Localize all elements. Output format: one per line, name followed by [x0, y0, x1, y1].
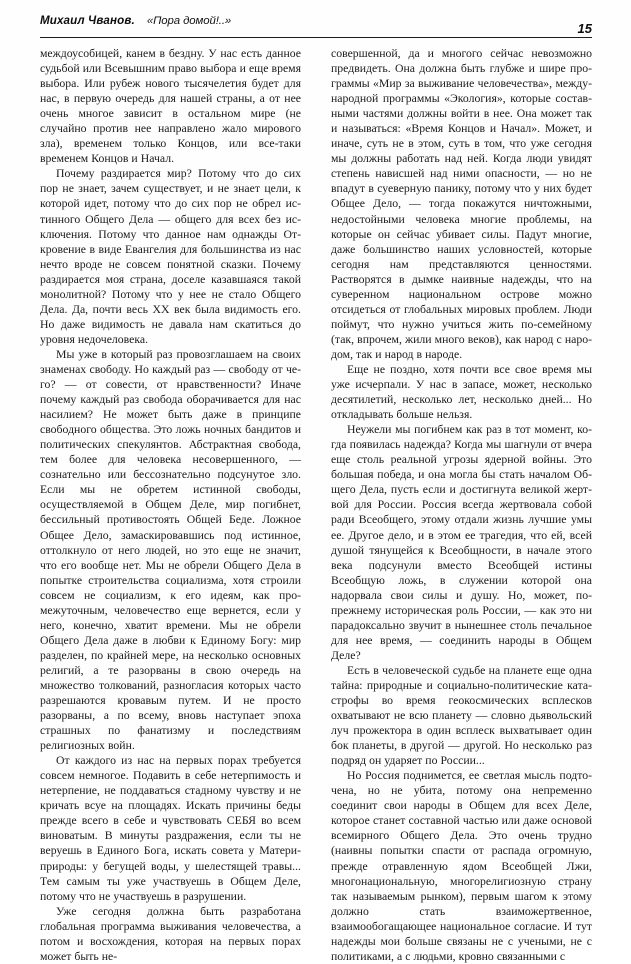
- paragraph: Уже сегодня должна быть разработана глобальная программа выживания человечества, а потом и восхождения, которая на первых порах может быть не-: [40, 904, 301, 963]
- paragraph: Есть в человеческой судьбе на планете еще одна тайна: природные и социально-политические катастрофы во время геокосмических всплесков охватывают не всю планету — словно дьявольский луч прожектора в один всплеск выхватывает один бок планеты, в другой — другой. Но несколько раз подряд он ударяет по России...: [331, 663, 592, 768]
- header-work-title: «Пора домой!..»: [146, 15, 232, 27]
- page-number: 15: [577, 21, 592, 36]
- paragraph: Почему раздирается мир? Потому что до сих пор не знает, зачем существует, и не знает цели, к которой идет, потому что до сих пор не обрел истинного Общего Дела — общего для всех без исключения. Потому что данное нам однажды Откровение в виде Евангелия для большинства из нас нечто вроде не совсем понятной сказки. Почему раздирается моя страна, доселе казавшаяся такой монолитной? Потому что у нее не стало Общего Дела. Да, почти весь XX век была видимость его. Но даже видимость не давала нам скатиться до уровня недочеловека.: [40, 167, 301, 346]
- header-rule: [40, 37, 592, 38]
- running-header: [40, 14, 592, 36]
- header-author-name: Михаил Чванов.: [40, 14, 135, 27]
- paragraph: Но Россия поднимется, ее светлая мысль подточена, но не убита, потому она непременно соединит свои народы в Общем для всех Деле, которое станет составной частью или даже основой всемирного Общего Дела. Это очень трудно (наивны попытки спасти от распада огромную, прежде отравленную ядом Всеобщей Лжи, многонациональную, многорелигиозную страну так называемым рынком), первым шагом к этому должно стать взаиможертвенное, взаимообогащающее национальное согласие. И тут надежды мои больше связаны не с учеными, не с политиками, а с людьми, кровно связанными с: [331, 769, 592, 963]
- left-column: [40, 46, 301, 963]
- paragraph: От каждого из нас на первых порах требуется совсем немногое. Подавить в себе нетерпимость и нетерпение, не поддаваться стадному чувству и не кричать всуе на площадях. Искать причины беды прежде всего в себе и чувствовать СЕБЯ во всем виноватым. В минуты раздражения, если ты не веруешь в Единого Бога, искать совета у Матери-природы: у бегущей воды, у шелестящей травы... Тем самым ты уже участвуешь в Общем Деле, потому что не участвуешь в разрушении.: [40, 754, 301, 903]
- paragraph: Еще не поздно, хотя почти все свое время мы уже исчерпали. У нас в запасе, может, несколько десятилетий, несколько лет, несколько дней... Но откладывать больше нельзя.: [331, 362, 592, 422]
- paragraph: Неужели мы погибнем как раз в тот момент, когда появилась надежда? Когда мы шагнули от вчера еще столь реальной угрозы ядерной войны. Это большая победа, и она могла бы стать началом Общего Дела, пусть если и достигнута великой жертвой для России. Россия всегда жертвовала собой ради Всеобщего, этому отдали жизнь лучшие умы ее. Другое дело, и в этом ее трагедия, что ей, всей душой тянущейся к Всеобщности, в начале этого века подсунули вместо Всеобщей истины Всеобщую ложь, в служении которой она надорвала свои силы и душу. Но, может, по-прежнему историческая роль России, — как это ни парадоксально звучит в нынешнее столь печальное для нее время, — соединить народы в Общем Деле?: [331, 423, 592, 662]
- paragraph: совершенной, да и многого сейчас невозможно предвидеть. Она должна быть глубже и шире программы «Мир за выживание человечества», международной программы «Экология», которые составными частями должны войти в нее. Она может так и называться: «Время Концов и Начал». Может, и иначе, суть не в этом, суть в том, что уже сегодня мы должны работать над ней. Когда люди увидят степень нависшей над ними опасности, — но не впадут в суеверную панику, потому что у них будет Общее Дело, — тогда покажутся ничтожными, недостойными человека многие проблемы, на которые он сейчас убивает силы. Падут многие, даже большинство наших условностей, которые сегодня нам представляются ценностями. Растворятся в дымке наивные надежды, что на суверенном национальном острове можно отсидеться от глобальных мировых проблем. Люди поймут, что нужно учиться жить по-семейному (так, впрочем, жили много веков), как народ с народом, так и народ в народе.: [331, 47, 592, 361]
- paragraph: Мы уже в который раз провозглашаем на своих знаменах свободу. Но каждый раз — свободу от чего? — от совести, от нравственности? Иначе почему каждый раз свобода оборачивается для нас насилием? Не может быть даже в принципе свободного общества. Это ложь ночных бандитов и политических спекулянтов. Абстрактная свобода, тем более для человека несовершенного, — сознательно или бессознательно подсунутое зло. Если мы не обретем истинной свободы, осуществляемой в Общем Деле, мир погибнет, бессильный противостоять Общей Беде. Ложное Общее Дело, замаскировавшись под истинное, оттолкнуло от него людей, но это еще не значит, что его вообще нет. Мы не обрели Общего Дела в попытке строительства социализма, хотя строили совсем не социализм, к его идеям, как промежуточным, человечество еще вернется, если у него, конечно, хватит времени. Мы не обрели Общего Дела даже в любви к Единому Богу: мир разделен, по крайней мере, на несколько основных религий, а те разорваны в свою очередь на множество толкований, разногласия которых часто разрешаются кровавым путем. И не просто разорваны, а по всему, вновь наступает эпоха страшных по фанатизму и последствиям религиозных войн.: [40, 347, 301, 753]
- paragraph: междоусобицей, канем в бездну. У нас есть данное судьбой или Всевышним право выбора и еще время выбора. Или рубеж нового тысячелетия будет для нас, в первую очередь для нашей страны, а от нее очень многое зависит в остальном мире (не случайно против нее направлено жало мирового зла), временем только Концов, или все-таки временем Концов и Начал.: [40, 47, 301, 166]
- text-body: [40, 46, 592, 963]
- right-column: [331, 46, 592, 963]
